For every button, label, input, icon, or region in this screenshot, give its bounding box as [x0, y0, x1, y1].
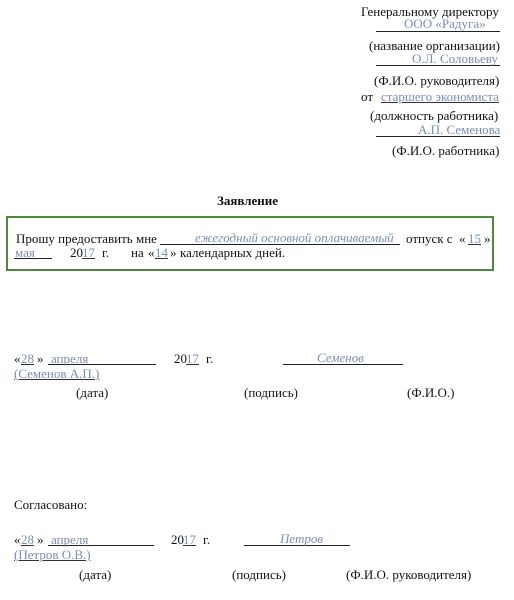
- start-day-value: 15: [468, 231, 481, 246]
- employee-caption-signature: (подпись): [244, 385, 298, 400]
- document-title: Заявление: [217, 193, 279, 208]
- approval-year-suffix: 17: [183, 532, 196, 547]
- application-after-type: отпуск с: [406, 231, 453, 246]
- leave-type-value: ежегодный основной оплачиваемый: [195, 230, 394, 245]
- sign-year-prefix: 20: [174, 351, 187, 366]
- duration-for-word: на: [131, 245, 144, 260]
- start-month-value: мая: [15, 245, 35, 260]
- org-name-caption: (название организации): [369, 38, 500, 53]
- sign-year-suffix: 17: [186, 351, 199, 366]
- employee-sign-name: (Семенов А.П.): [14, 366, 100, 381]
- approval-caption-date: (дата): [79, 567, 112, 582]
- sign-month-value: апреля: [51, 351, 89, 366]
- sign-year-word: г.: [206, 351, 214, 366]
- org-name-line: [376, 31, 500, 32]
- employee-position-caption: (должность работника): [370, 108, 499, 123]
- duration-days-text: календарных дней.: [180, 245, 286, 260]
- sign-day-value: 28: [21, 351, 34, 366]
- approval-caption-signature: (подпись): [232, 567, 286, 582]
- start-day-quote-close: »: [484, 231, 491, 246]
- employee-position-value: старшего экономиста: [381, 89, 499, 104]
- employee-signature-value: Семенов: [317, 350, 364, 365]
- duration-quote-close: »: [170, 245, 177, 260]
- director-name-caption: (Ф.И.О. руководителя): [374, 73, 500, 88]
- approval-day-value: 28: [21, 532, 34, 547]
- employee-name-caption: (Ф.И.О. работника): [392, 143, 500, 158]
- approval-month-value: апреля: [51, 532, 89, 547]
- duration-quote-open: «: [148, 245, 155, 260]
- start-year-prefix: 20: [70, 245, 83, 260]
- start-year-suffix: 17: [82, 245, 95, 260]
- sign-day-quote-open: «: [14, 351, 21, 366]
- addressee-title: Генеральному директору: [361, 4, 499, 19]
- approval-year-word: г.: [203, 532, 211, 547]
- duration-days-value: 14: [155, 245, 168, 260]
- sign-day-quote-close: »: [37, 351, 44, 366]
- approval-year-prefix: 20: [171, 532, 184, 547]
- start-day-quote-open: «: [459, 231, 466, 246]
- start-year-word: г.: [102, 245, 110, 260]
- approval-signature-value: Петров: [280, 531, 324, 546]
- approval-sign-name: (Петров О.В.): [14, 547, 91, 562]
- approval-caption-name: (Ф.И.О. руководителя): [346, 567, 472, 582]
- approval-day-quote-open: «: [14, 532, 21, 547]
- org-name-value: ООО «Радуга»: [404, 16, 486, 31]
- employee-name-value: А.П. Семенова: [418, 122, 501, 137]
- director-name-value: О.Л. Соловьеву: [412, 51, 498, 66]
- approval-label: Согласовано:: [14, 497, 88, 512]
- employee-caption-date: (дата): [76, 385, 109, 400]
- employee-caption-name: (Ф.И.О.): [407, 385, 455, 400]
- application-prefix: Прошу предоставить мне: [16, 231, 157, 246]
- approval-day-quote-close: »: [37, 532, 44, 547]
- from-label: от: [361, 89, 374, 104]
